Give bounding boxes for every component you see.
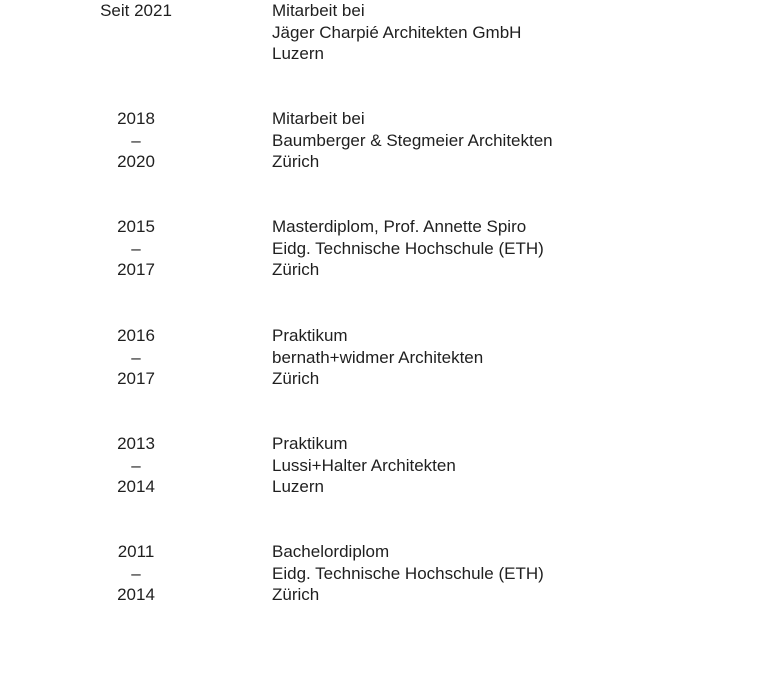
entry-dates bbox=[95, 325, 177, 390]
date-separator: – bbox=[131, 347, 141, 367]
entry-role: Praktikum bbox=[272, 326, 348, 345]
start-year: 2018 bbox=[117, 109, 155, 128]
entry-dates bbox=[95, 541, 177, 606]
entry-organization: Jäger Charpié Architekten GmbH bbox=[272, 22, 522, 42]
start-year: 2011 bbox=[117, 542, 155, 561]
date-separator: – bbox=[131, 563, 141, 583]
start-year: 2015 bbox=[117, 217, 155, 236]
entry-details bbox=[272, 325, 752, 390]
date-separator: – bbox=[131, 238, 141, 258]
end-year: 2014 bbox=[117, 585, 155, 605]
entry-location: Zürich bbox=[272, 369, 320, 389]
entry-location: Zürich bbox=[272, 585, 320, 605]
end-year: 2017 bbox=[117, 369, 155, 389]
start-year: 2016 bbox=[117, 326, 155, 345]
entry-details bbox=[272, 108, 752, 173]
entry-role: Masterdiplom, Prof. Annette Spiro bbox=[272, 217, 527, 236]
entry-location: Luzern bbox=[272, 477, 324, 497]
entry-details bbox=[272, 433, 752, 498]
entry-location: Zürich bbox=[272, 152, 320, 172]
entry-organization: Lussi+Halter Architekten bbox=[272, 455, 456, 475]
entry-organization: Baumberger & Stegmeier Architekten bbox=[272, 130, 553, 150]
entry-role: Bachelordiplom bbox=[272, 542, 390, 561]
entry-dates bbox=[95, 0, 177, 22]
entry-organization: bernath+widmer Architekten bbox=[272, 347, 484, 367]
date-separator: – bbox=[131, 455, 141, 475]
date-separator: – bbox=[131, 130, 141, 150]
date-text: Seit 2021 bbox=[100, 1, 172, 20]
entry-dates bbox=[95, 433, 177, 498]
end-year: 2014 bbox=[117, 477, 155, 497]
entry-dates bbox=[95, 216, 177, 281]
entry-organization: Eidg. Technische Hochschule (ETH) bbox=[272, 238, 544, 258]
entry-role: Praktikum bbox=[272, 434, 348, 453]
end-year: 2020 bbox=[117, 152, 155, 172]
entry-organization: Eidg. Technische Hochschule (ETH) bbox=[272, 563, 544, 583]
entry-details bbox=[272, 216, 752, 281]
end-year: 2017 bbox=[117, 260, 155, 280]
entry-role: Mitarbeit bei bbox=[272, 109, 365, 128]
entry-dates bbox=[95, 108, 177, 173]
entry-details bbox=[272, 0, 752, 65]
start-year: 2013 bbox=[117, 434, 155, 453]
entry-details bbox=[272, 541, 752, 606]
entry-location: Zürich bbox=[272, 260, 320, 280]
entry-location: Luzern bbox=[272, 44, 324, 64]
entry-role: Mitarbeit bei bbox=[272, 1, 365, 20]
